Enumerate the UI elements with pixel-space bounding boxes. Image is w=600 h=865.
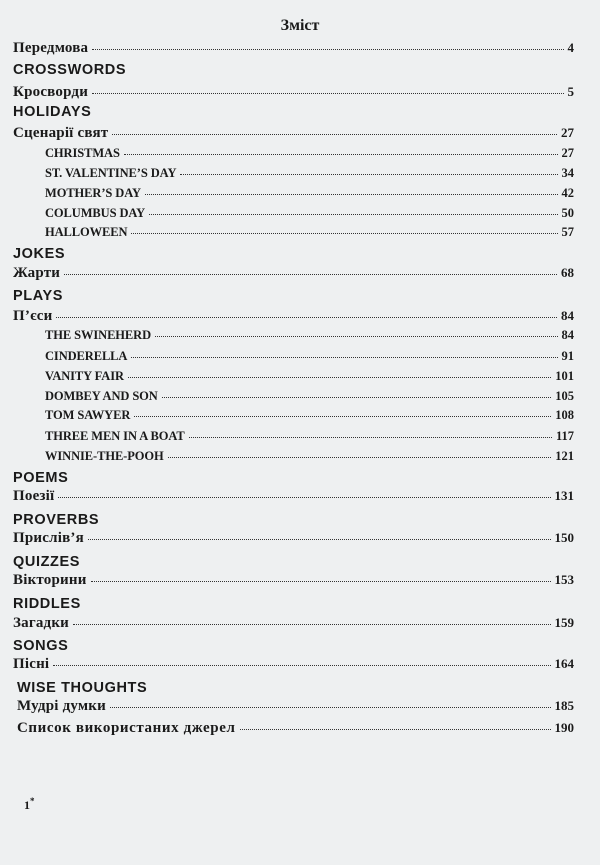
dot-leader [131, 233, 557, 234]
entry-label: Прислів’я [13, 530, 84, 546]
page-number: 164 [554, 656, 574, 671]
section-heading-plays: PLAYS [13, 288, 64, 304]
toc-entry-jokes[interactable] [13, 263, 574, 283]
toc-entry-dombey-and-son[interactable] [45, 386, 574, 406]
dot-leader [53, 665, 550, 666]
page-number: 153 [554, 572, 574, 587]
page-number: 117 [555, 429, 574, 443]
entry-label: Передмова [13, 40, 89, 56]
entry-label: COLUMBUS DAY [45, 206, 146, 220]
toc-entry-vanity-fair[interactable] [45, 366, 574, 386]
section-heading-poems: POEMS [13, 470, 69, 486]
signature-number: 1 [24, 798, 30, 812]
page-number: 84 [561, 308, 574, 323]
dot-leader [88, 539, 551, 540]
dot-leader [240, 729, 551, 730]
entry-label: Мудрі думки [17, 698, 106, 714]
dot-leader [189, 437, 552, 438]
entry-label: VANITY FAIR [45, 369, 124, 383]
section-heading-holidays: HOLIDAYS [13, 104, 92, 120]
toc-entry-tom-sawyer[interactable] [45, 405, 574, 425]
entry-label: Список використаних джерел [17, 720, 236, 736]
toc-entry-columbus-day[interactable] [45, 203, 574, 223]
dot-leader [64, 274, 557, 275]
page-number: 121 [555, 449, 574, 463]
dot-leader [149, 214, 557, 215]
page-number: 108 [555, 408, 574, 422]
section-heading-jokes: JOKES [13, 246, 66, 262]
toc-entry-quizzes[interactable] [13, 570, 574, 590]
page-number: 57 [561, 225, 574, 239]
page-number: 190 [554, 720, 574, 735]
signature-asterisk: * [30, 796, 35, 806]
section-heading-quizzes: QUIZZES [13, 554, 81, 570]
entry-label: Вікторини [13, 572, 87, 588]
entry-label: CINDERELLA [45, 349, 128, 363]
toc-entry-halloween[interactable] [45, 222, 574, 242]
entry-label: THE SWINEHERD [45, 328, 152, 342]
page-number: 91 [561, 349, 574, 363]
toc-entry-proverbs[interactable] [13, 528, 574, 548]
entry-label: DOMBEY AND SON [45, 389, 158, 403]
toc-entry-songs[interactable] [13, 654, 574, 674]
entry-label: HALLOWEEN [45, 225, 128, 239]
dot-leader [56, 317, 557, 318]
dot-leader [145, 194, 558, 195]
toc-entry-christmas[interactable] [45, 143, 574, 163]
entry-label: Пісні [13, 656, 50, 672]
entry-label: MOTHER’S DAY [45, 186, 141, 200]
page-number: 105 [555, 389, 574, 403]
page-number: 5 [567, 84, 574, 99]
toc-entry-swineherd[interactable] [45, 325, 574, 345]
page-number: 27 [561, 125, 574, 140]
toc-entry-poems[interactable] [13, 486, 574, 506]
dot-leader [180, 174, 557, 175]
dot-leader [131, 357, 557, 358]
page-number: 50 [561, 206, 574, 220]
section-heading-wise-thoughts: WISE THOUGHTS [17, 680, 148, 696]
dot-leader [155, 336, 557, 337]
dot-leader [110, 707, 551, 708]
entry-label: WINNIE-THE-POOH [45, 449, 164, 463]
section-heading-crosswords: CROSSWORDS [13, 62, 127, 78]
entry-label: CHRISTMAS [45, 146, 120, 160]
entry-label: Сценарії свят [13, 125, 109, 141]
dot-leader [58, 497, 550, 498]
toc-entry-mothers-day[interactable] [45, 183, 574, 203]
toc-entry-valentine[interactable] [45, 163, 574, 183]
toc-entry-three-men[interactable] [45, 426, 574, 446]
page-number: 84 [561, 328, 574, 342]
entry-label: THREE MEN IN A BOAT [45, 429, 185, 443]
toc-entry-winnie-the-pooh[interactable] [45, 446, 574, 466]
toc-entry-wise-thoughts[interactable] [17, 696, 574, 716]
entry-label: Поезії [13, 488, 55, 504]
toc-entry-plays[interactable] [13, 306, 574, 326]
toc-entry-preface[interactable] [13, 38, 574, 58]
dot-leader [91, 581, 551, 582]
entry-label: Кросворди [13, 84, 89, 100]
dot-leader [128, 377, 551, 378]
dot-leader [92, 93, 563, 94]
page-title: Зміст [280, 17, 320, 34]
page-number: 68 [561, 265, 574, 280]
page-number: 27 [561, 146, 574, 160]
page-number: 150 [554, 530, 574, 545]
section-heading-riddles: RIDDLES [13, 596, 81, 612]
toc-entry-crosswords[interactable] [13, 82, 574, 102]
dot-leader [168, 457, 552, 458]
page-number: 42 [561, 186, 574, 200]
dot-leader [92, 49, 563, 50]
page-number: 4 [567, 40, 574, 55]
toc-entry-holidays[interactable] [13, 123, 574, 143]
section-heading-proverbs: PROVERBS [13, 512, 100, 528]
signature-mark [24, 796, 35, 813]
dot-leader [73, 624, 550, 625]
page-number: 101 [555, 369, 574, 383]
entry-label: TOM SAWYER [45, 408, 131, 422]
dot-leader [134, 416, 551, 417]
entry-label: Загадки [13, 615, 70, 631]
entry-label: Жарти [13, 265, 61, 281]
dot-leader [112, 134, 557, 135]
page-number: 131 [554, 488, 574, 503]
page-number: 34 [561, 166, 574, 180]
toc-entry-sources[interactable] [17, 718, 574, 738]
dot-leader [162, 397, 552, 398]
entry-label: П’єси [13, 308, 53, 324]
toc-entry-cinderella[interactable] [45, 346, 574, 366]
section-heading-songs: SONGS [13, 638, 69, 654]
dot-leader [124, 154, 558, 155]
page-number: 159 [554, 615, 574, 630]
entry-label: ST. VALENTINE’S DAY [45, 166, 177, 180]
page-number: 185 [554, 698, 574, 713]
toc-entry-riddles[interactable] [13, 613, 574, 633]
